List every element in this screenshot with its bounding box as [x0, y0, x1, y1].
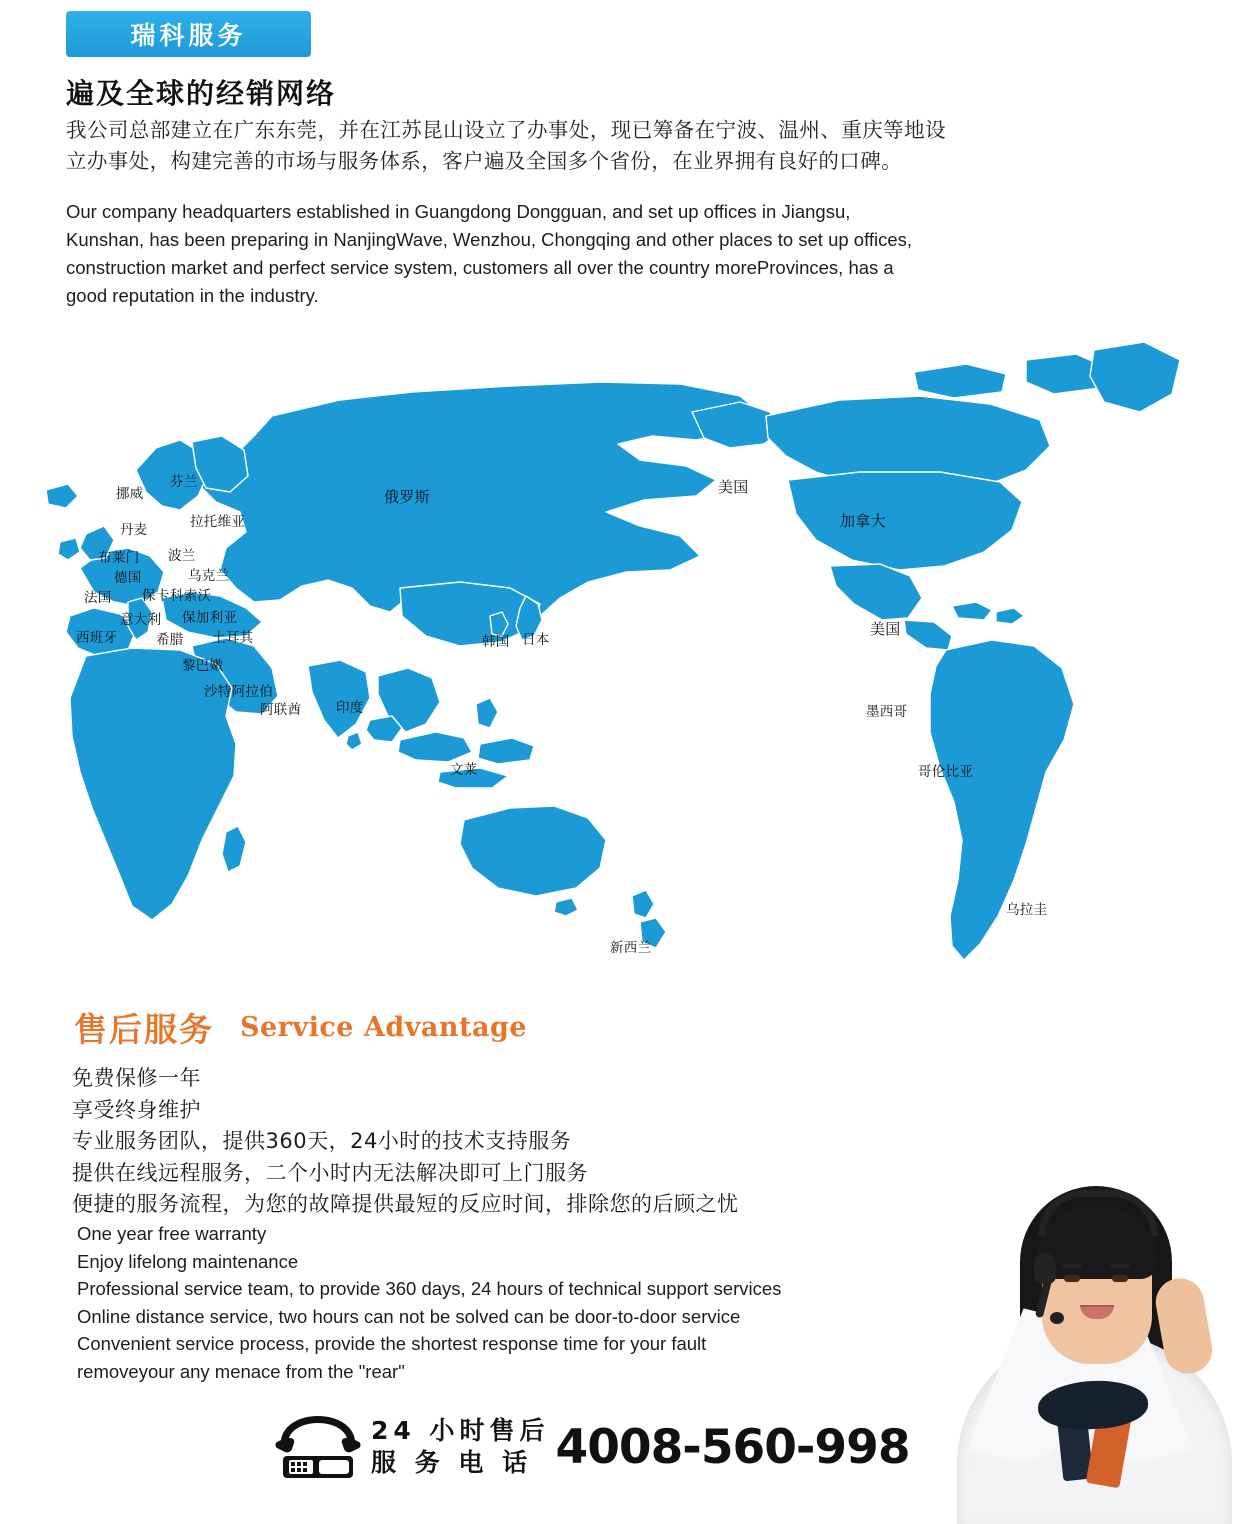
hotline-label: [371, 1415, 550, 1479]
map-label: 芬兰: [170, 474, 198, 490]
operator-eyebrow-right: [1110, 1264, 1130, 1268]
headset-mic-tip: [1050, 1312, 1064, 1324]
map-label: 阿联酋: [260, 702, 302, 718]
service-item-en: Professional service team, to provide 360 days, 24 hours of technical support services: [77, 1278, 782, 1299]
network-section-title: 遍及全球的经销网络: [66, 77, 337, 110]
section-tag-badge: 瑞科服务: [66, 11, 311, 57]
map-label: 土耳其: [212, 630, 254, 646]
map-label: 保加利亚: [182, 610, 238, 626]
service-item-cn: 免费保修一年: [72, 1066, 201, 1090]
map-landmasses: [46, 342, 1180, 960]
map-label: 法国: [84, 590, 112, 606]
map-label: 乌克兰: [188, 568, 230, 584]
telephone-icon: [275, 1412, 361, 1482]
map-label: 保卡: [142, 588, 170, 604]
operator-photo: [942, 1134, 1242, 1524]
service-item-en: One year free warranty: [77, 1223, 267, 1244]
operator-eye-left: [1064, 1275, 1080, 1282]
map-label: 西班牙: [76, 630, 118, 646]
hotline-block: [275, 1412, 910, 1482]
map-label: 沙特阿拉伯: [204, 684, 273, 700]
service-title-english: Service Advantage: [240, 1012, 528, 1043]
map-label: 布莱门: [98, 550, 140, 566]
map-label: 哥伦比亚: [918, 764, 974, 780]
map-label: 德国: [114, 570, 142, 586]
world-map: [40, 320, 1220, 1000]
operator-eyebrow-left: [1062, 1264, 1082, 1268]
map-label: 美国: [718, 478, 749, 496]
service-item-cn: 专业服务团队，提供360天，24小时的技术支持服务: [72, 1129, 572, 1153]
map-label: 希腊: [156, 632, 184, 648]
service-item-en: Enjoy lifelong maintenance: [77, 1250, 299, 1272]
service-list-chinese: [72, 1063, 912, 1221]
map-label: 科索沃: [170, 588, 212, 604]
service-item-cn: 便捷的服务流程，为您的故障提供最短的反应时间，排除您的后顾之忧: [72, 1192, 739, 1216]
map-label: 俄罗斯: [384, 488, 430, 506]
service-item-cn: 提供在线远程服务，二个小时内无法解决即可上门服务: [72, 1160, 588, 1185]
map-label: 新西兰: [610, 940, 652, 956]
map-label: 韩国: [482, 634, 510, 650]
map-label: 美国: [870, 620, 901, 638]
network-paragraph-english: Our company headquarters established in Guangdong Dongguan, and set up offices in Jiangsu, Kunshan, has been preparing in NanjingWave, Wenzhou, Chongqing and other places to set up offices, construction market and perfect service system, customers all over the country moreProvinces, has a good reputation in the industry.: [66, 201, 913, 306]
map-label: 文莱: [450, 762, 478, 778]
map-label: 意大利: [120, 612, 162, 628]
map-label: 墨西哥: [866, 704, 908, 720]
map-label: 乌拉圭: [1006, 902, 1048, 918]
map-label: 丹麦: [120, 522, 148, 538]
map-label: 挪威: [116, 486, 144, 502]
operator-eye-right: [1112, 1275, 1128, 1282]
service-item-cn: 享受终身维护: [72, 1097, 201, 1122]
map-label: 日本: [522, 632, 550, 648]
service-title-chinese: 售后服务: [74, 1010, 214, 1049]
service-item-en: Online distance service, two hours can not be solved can be door-to-door service: [77, 1305, 741, 1327]
service-list-english: [77, 1220, 927, 1385]
hotline-line-2: 服 务 电 话: [371, 1448, 533, 1477]
map-label: 加拿大: [840, 512, 886, 530]
hotline-phone-number: 4008-560-998: [555, 1419, 910, 1475]
service-item-en: removeyour any menace from the "rear": [77, 1360, 405, 1382]
hotline-line-1: 24 小时售后: [371, 1416, 550, 1445]
map-label: 波兰: [168, 548, 196, 564]
map-label: 黎巴嫩: [182, 658, 224, 674]
service-item-en: Convenient service process, provide the shortest response time for your fault: [77, 1333, 707, 1354]
network-paragraph-chinese: 我公司总部建立在广东东莞，并在江苏昆山设立了办事处，现已筹备在宁波、温州、重庆等地设立办事处，构建完善的市场与服务体系，客户遍及全国多个省份，在业界拥有良好的口碑。: [66, 118, 946, 173]
map-label: 印度: [336, 700, 364, 716]
map-label: 拉托维亚: [190, 514, 246, 530]
